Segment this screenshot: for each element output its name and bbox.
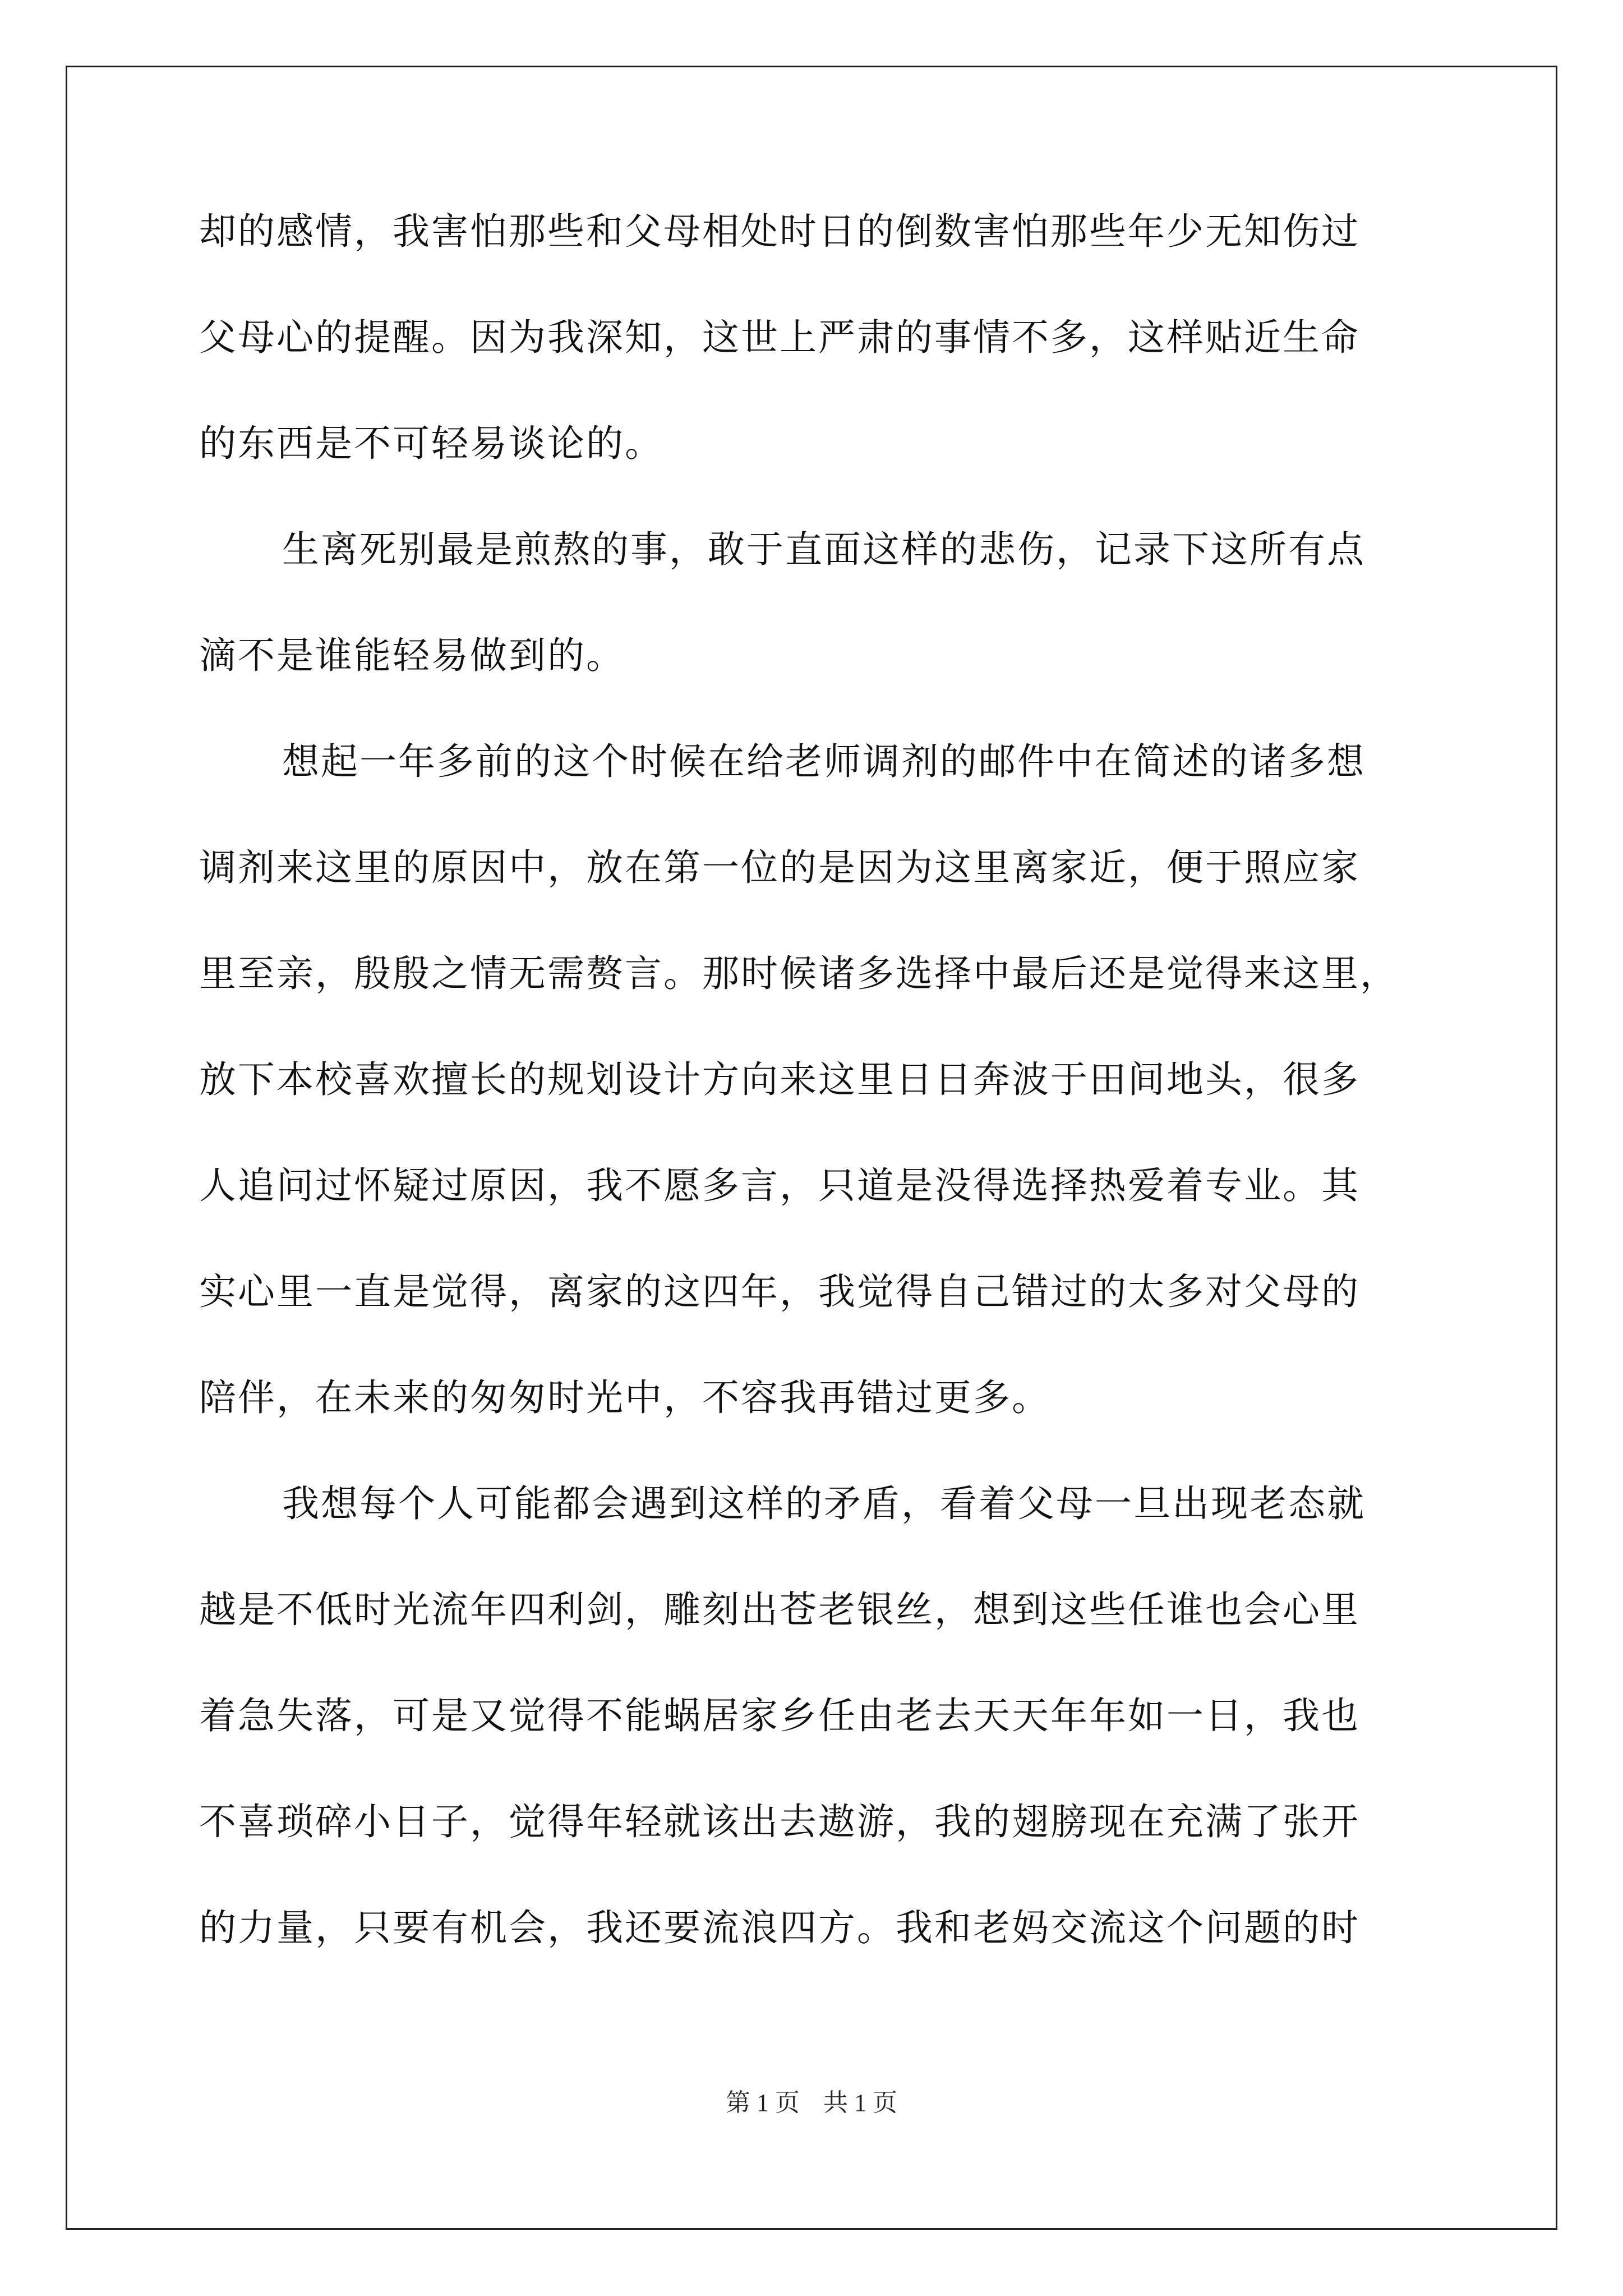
text-line: 父母心的提醒。因为我深知，这世上严肃的事情不多，这样贴近生命 [199, 316, 1360, 359]
page-total: 共 1 页 [823, 2089, 897, 2116]
text-line: 放下本校喜欢擅长的规划设计方向来这里日日奔波于田间地头，很多 [199, 1058, 1360, 1101]
text-line: 滴不是谁能轻易做到的。 [199, 634, 625, 677]
text-line: 越是不低时光流年四利剑，雕刻出苍老银丝，想到这些任谁也会心里 [199, 1588, 1360, 1631]
page-footer [0, 2082, 1623, 2118]
text-line: 的东西是不可轻易谈论的。 [199, 422, 663, 465]
page-number: 第 1 页 [726, 2089, 800, 2116]
text-line: 实心里一直是觉得，离家的这四年，我觉得自己错过的太多对父母的 [199, 1270, 1360, 1313]
text-line: 里至亲，殷殷之情无需赘言。那时候诸多选择中最后还是觉得来这里， [199, 952, 1399, 995]
text-line: 调剂来这里的原因中，放在第一位的是因为这里离家近，便于照应家 [199, 846, 1360, 889]
text-line: 陪伴，在未来的匆匆时光中，不容我再错过更多。 [199, 1376, 1050, 1419]
text-line: 的力量，只要有机会，我还要流浪四方。我和老妈交流这个问题的时 [199, 1906, 1360, 1949]
paragraph-first-line: 我想每个人可能都会遇到这样的矛盾，看着父母一旦出现老态就 [282, 1482, 1366, 1525]
paragraph-first-line: 生离死别最是煎熬的事，敢于直面这样的悲伤，记录下这所有点 [282, 528, 1366, 571]
paragraph-first-line: 想起一年多前的这个时候在给老师调剂的邮件中在简述的诸多想 [282, 740, 1366, 783]
text-line: 着急失落，可是又觉得不能蜗居家乡任由老去天天年年如一日，我也 [199, 1694, 1360, 1737]
text-line: 人追问过怀疑过原因，我不愿多言，只道是没得选择热爱着专业。其 [199, 1164, 1360, 1207]
document-body [199, 210, 1430, 2016]
text-line: 却的感情，我害怕那些和父母相处时日的倒数害怕那些年少无知伤过 [199, 210, 1360, 253]
text-line: 不喜琐碎小日子，觉得年轻就该出去遨游，我的翅膀现在充满了张开 [199, 1800, 1360, 1843]
